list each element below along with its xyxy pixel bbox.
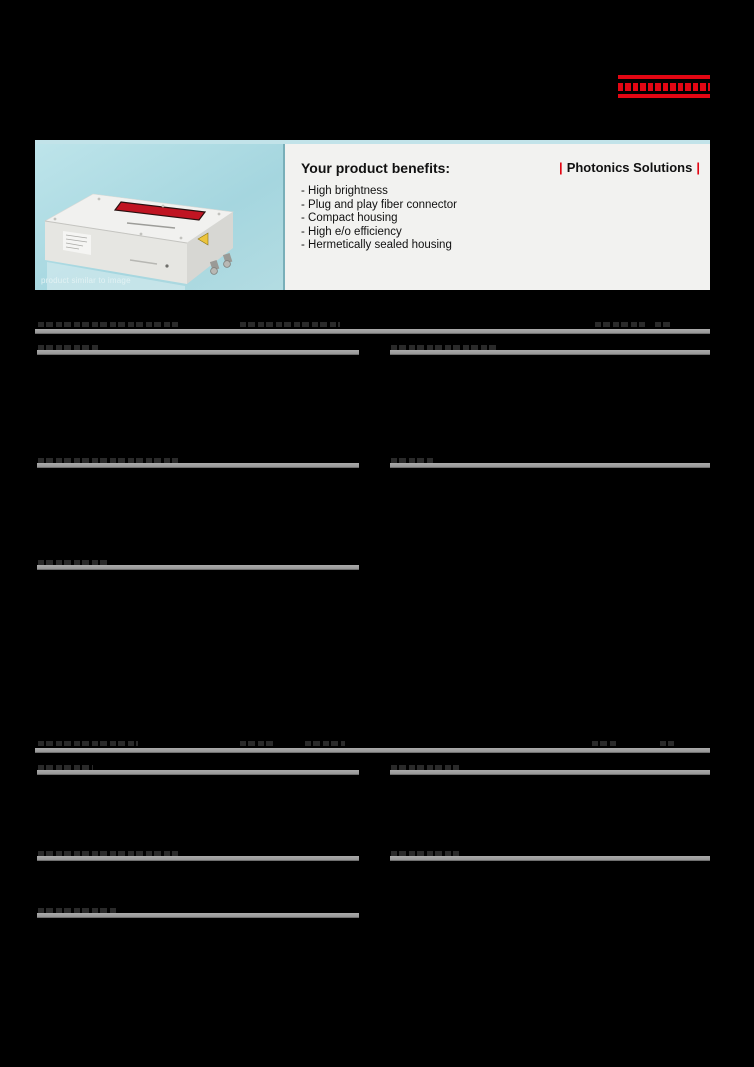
section-header-bar <box>390 350 710 355</box>
product-hero <box>35 140 710 290</box>
benefit-item: - Hermetically sealed housing <box>301 239 452 251</box>
page-header-rule <box>35 748 710 753</box>
section-header-bar <box>37 913 359 918</box>
illegible-header-text <box>655 322 673 327</box>
logo-bottom-rule <box>618 94 710 98</box>
benefits-title: Your product benefits: <box>301 160 451 176</box>
section-header-bar <box>390 856 710 861</box>
illegible-header-text <box>660 741 674 746</box>
benefit-item: - Plug and play fiber connector <box>301 198 457 211</box>
section-header-bar <box>390 463 710 468</box>
section-header-bar <box>37 350 359 355</box>
illegible-header-text <box>240 322 340 327</box>
logo-top-rule <box>618 75 710 79</box>
page-header-rule <box>35 329 710 334</box>
illegible-header-text <box>305 741 345 746</box>
illegible-header-text <box>595 322 645 327</box>
division-text: Photonics Solutions <box>566 160 693 175</box>
illegible-header-text <box>592 741 617 746</box>
product-image <box>35 144 285 290</box>
section-header-bar <box>37 770 359 775</box>
section-header-bar <box>390 770 710 775</box>
division-label <box>559 160 700 175</box>
front-screw <box>165 264 168 267</box>
section-header-bar <box>37 856 359 861</box>
benefit-item: - Compact housing <box>301 212 398 224</box>
benefit-item: - High e/o efficiency <box>301 225 402 238</box>
section-header-bar <box>37 565 359 570</box>
red-pipe-right: | <box>696 160 700 175</box>
benefit-item: - High brightness <box>301 185 388 197</box>
illegible-header-text <box>38 741 138 746</box>
red-pipe-left: | <box>559 160 563 175</box>
red-ruled-wordmark-icon <box>618 83 710 91</box>
illegible-header-text <box>38 322 178 327</box>
benefits-list <box>301 185 698 253</box>
benefits-panel <box>287 144 710 290</box>
image-caption: product similar to image <box>41 276 131 285</box>
illegible-header-text <box>240 741 275 746</box>
fiber-coupled-laser-module-photo <box>35 144 283 290</box>
vendor-logo <box>618 75 710 98</box>
section-header-bar <box>37 463 359 468</box>
